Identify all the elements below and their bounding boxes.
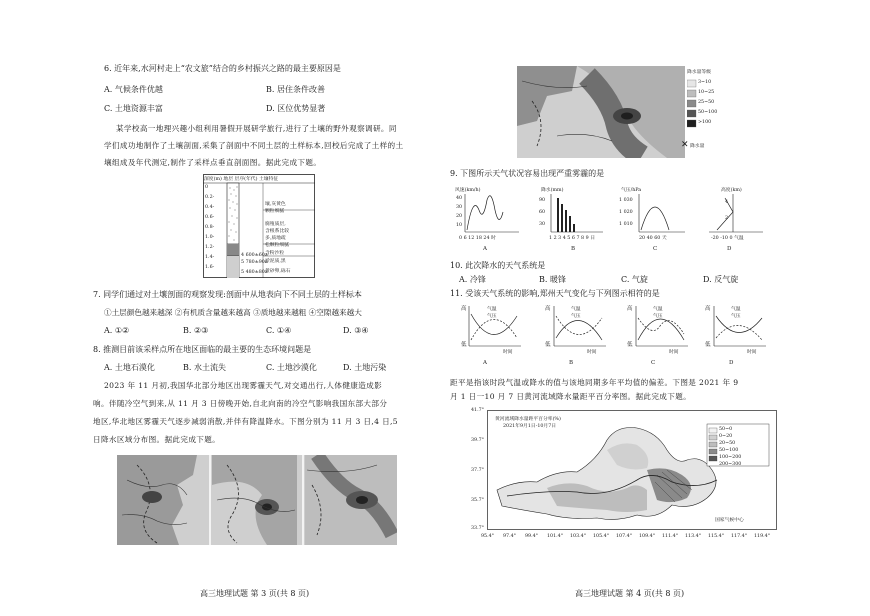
q9c-tick: 1 020 <box>619 210 633 215</box>
legend-item: 25~50 <box>698 100 715 105</box>
legend-item: 3~10 <box>698 80 712 85</box>
depth-tick: 0.6- <box>205 215 215 220</box>
q11d-curve-temp: 气温 <box>731 307 741 312</box>
q9b-tick: 60 <box>539 210 546 215</box>
map-legend-item: 200~300 <box>719 462 742 467</box>
legend-item: >100 <box>698 120 712 125</box>
map-xtick: 109.4° <box>639 534 656 539</box>
age-label: 5 780±90a <box>241 260 268 265</box>
q9d-xticks: -20 -10 0 气温 <box>711 236 744 241</box>
depth-tick: 1.6- <box>205 265 215 270</box>
q11-option-b[interactable]: B <box>569 360 574 366</box>
soil-feature: 含根系比较 <box>265 229 289 234</box>
q8-option-d[interactable]: D. 土地污染 <box>343 363 387 372</box>
map-xtick: 107.4° <box>616 534 633 539</box>
map-ytick: 37.7° <box>471 468 485 473</box>
q9a-tick: 10 <box>456 223 463 228</box>
q9-option-b[interactable]: B <box>571 246 576 252</box>
q7-option-c[interactable]: C. ①④ <box>266 326 292 335</box>
q11-option-c[interactable]: C <box>651 360 656 366</box>
map-ytick: 33.7° <box>471 526 485 531</box>
map-legend-item: 100~200 <box>719 455 742 460</box>
q9-stem: 9. 下图所示天气状况容易出现严重雾霾的是 <box>450 169 605 178</box>
map-xtick: 99.4° <box>525 534 539 539</box>
depth-tick: 0 <box>205 185 209 190</box>
q9-option-c[interactable]: C <box>653 246 658 252</box>
map-xtick: 103.4° <box>570 534 587 539</box>
q7-option-a[interactable]: A. ①② <box>104 326 130 335</box>
map-xtick: 101.4° <box>547 534 564 539</box>
q11a-top: 高 <box>461 306 467 312</box>
map-title: 黄河流域降水量距平百分率(%) <box>495 417 561 422</box>
map-xtick: 113.4° <box>685 534 702 539</box>
depth-tick: 0.8- <box>205 225 215 230</box>
soil-feature: 颗粒细腻 <box>265 209 285 214</box>
passage-haze-line3: 地区,华北地区雾霾天气逐步减弱消散,并伴有降温降水。下图分别为 11 月 3 日,4 日,5 <box>93 417 398 426</box>
map-legend-item: 50~0 <box>719 427 733 432</box>
q9-option-a[interactable]: A <box>483 246 487 252</box>
q6-option-c[interactable]: C. 土地资源丰富 <box>104 104 163 113</box>
q9c-tick: 1 010 <box>619 222 633 227</box>
q10-option-c[interactable]: C. 气旋 <box>621 275 648 284</box>
q9d-ylabel: 高度(km) <box>721 188 742 193</box>
q11a-axis: 时间 <box>503 350 513 355</box>
q11b-top: 高 <box>545 306 551 312</box>
passage-anomaly-line2: 月 1 日一10 月 7 日黄河流域降水量距平百分率图。据此完成下题。 <box>450 392 692 401</box>
q11-option-a[interactable]: A <box>483 360 487 366</box>
depth-tick: 0.4- <box>205 205 215 210</box>
q9d-tick: 2 <box>725 216 729 221</box>
q11-stem: 11. 受该天气系统的影响,郑州天气变化与下列图示相符的是 <box>450 289 660 298</box>
q11a-curve-pressure: 气压 <box>487 314 497 319</box>
q9a-ylabel: 风速(km/h) <box>455 188 481 193</box>
q6-option-d[interactable]: D. 区位优势显著 <box>266 104 326 113</box>
map-xtick: 117.4° <box>731 534 748 539</box>
passage-haze-line1: 2023 年 11 月初,我国华北部分地区出现雾霾天气,对交通出行,人体健康造成影 <box>104 381 383 390</box>
soil-feature: 含粉沙粒 <box>265 251 285 256</box>
legend-extra: 降水量 <box>690 144 705 149</box>
map-xtick: 111.4° <box>662 534 679 539</box>
passage-haze-line4: 日降水区域分布图。据此完成下题。 <box>93 435 221 444</box>
q9a-tick: 20 <box>456 214 463 219</box>
map-note: 国家气候中心 <box>715 518 744 523</box>
q9c-tick: 1 030 <box>619 198 633 203</box>
q11d-bottom: 低 <box>705 342 711 348</box>
q9c-ylabel: 气压/hPa <box>621 188 642 193</box>
q9a-xticks: 0 6 12 18 24 时 <box>459 236 496 241</box>
q7-stem: 7. 同学们通过对土壤剖面的观察发现:剖面中从地表向下不同土层的土样标本 <box>93 290 362 299</box>
q11d-curve-pressure: 气压 <box>731 314 741 319</box>
right-page <box>435 0 870 616</box>
q11d-top: 高 <box>705 306 711 312</box>
map-xtick: 97.4° <box>503 534 517 539</box>
soil-feature: 黄砂卵,砾石 <box>265 269 291 274</box>
legend-title: 降水量等级 <box>687 70 711 75</box>
q6-option-b[interactable]: B. 居住条件改善 <box>266 85 325 94</box>
map-legend-item: 20~50 <box>719 441 736 446</box>
q6-stem: 6. 近年来,水河村走上“农文旅”结合的乡村振兴之路的最主要原因是 <box>104 64 341 73</box>
close-icon: ✕ <box>681 140 689 150</box>
q11b-curve-temp: 气温 <box>571 307 581 312</box>
page-4-footer: 高三地理试题 第 4 页(共 8 页) <box>575 589 685 598</box>
q9a-tick: 30 <box>456 205 463 210</box>
q11c-axis: 时间 <box>669 350 679 355</box>
depth-tick: 1.0- <box>205 235 215 240</box>
q6-option-a[interactable]: A. 气候条件优越 <box>104 85 163 94</box>
q9b-tick: 30 <box>539 222 546 227</box>
q11d-axis: 时间 <box>747 350 757 355</box>
soil-feature: 松颗粒细腻 <box>265 243 289 248</box>
q11c-top: 高 <box>627 306 633 312</box>
soil-feature: 壤,灰黄色 <box>265 202 286 207</box>
q8-option-a[interactable]: A. 土地石漠化 <box>104 363 155 372</box>
q9-option-d[interactable]: D <box>727 246 732 252</box>
passage-anomaly-line1: 距平是指该时段气温或降水的值与该地同期多年平均值的偏差。下图是 2021 年 9 <box>450 378 739 387</box>
q10-option-d[interactable]: D. 反气旋 <box>703 275 739 284</box>
map-ytick: 39.7° <box>471 438 485 443</box>
q11a-curve-temp: 气温 <box>487 307 497 312</box>
map-ytick: 35.7° <box>471 498 485 503</box>
map-xtick: 105.4° <box>593 534 610 539</box>
age-label: 5 480±80a <box>241 270 268 275</box>
passage-soil-line3: 壤组成及年代测定,制作了采样点垂直剖面图。据此完成下题。 <box>104 158 322 167</box>
q9b-ylabel: 降水(mm) <box>541 188 564 193</box>
map-xtick: 115.4° <box>708 534 725 539</box>
q11c-curve-pressure: 气压 <box>653 314 663 319</box>
map-subtitle: 2021年9月1日-10月7日 <box>503 424 557 429</box>
q10-option-b[interactable]: B. 暖锋 <box>539 275 566 284</box>
q7-option-d[interactable]: D. ③④ <box>343 326 369 335</box>
q11c-curve-temp: 气温 <box>653 307 663 312</box>
map-legend-item: 50~100 <box>719 448 739 453</box>
depth-tick: 1.4- <box>205 255 215 260</box>
passage-haze-line2: 响。伴随冷空气到来,从 11 月 3 日傍晚开始,自北向南的冷空气影响我国东部大部分 <box>93 399 388 408</box>
map-xtick: 119.4° <box>754 534 771 539</box>
q9d-tick: 4 <box>725 200 729 205</box>
depth-tick: 0.2- <box>205 195 215 200</box>
map-xtick: 95.4° <box>481 534 495 539</box>
q8-option-c[interactable]: C. 土地沙漠化 <box>266 363 317 372</box>
age-label: 4 600±60a <box>241 253 268 258</box>
legend-item: 50~100 <box>698 110 718 115</box>
soil-feature: 腐殖质层, <box>265 222 286 227</box>
q11b-curve-pressure: 气压 <box>571 314 581 319</box>
q9b-xticks: 1 2 3 4 5 6 7 8 9 日 <box>549 236 595 241</box>
q10-option-a[interactable]: A. 冷锋 <box>459 275 486 284</box>
q9b-tick: 90 <box>539 198 546 203</box>
q11c-bottom: 低 <box>627 342 633 348</box>
page-3-footer: 高三地理试题 第 3 页(共 8 页) <box>200 589 310 598</box>
q11-option-d[interactable]: D <box>729 360 734 366</box>
soil-header: 深度(m) 地层 层序(年代) 土壤特征 <box>204 177 279 182</box>
q8-option-b[interactable]: B. 水土流失 <box>183 363 226 372</box>
map-ytick: 41.7° <box>471 408 485 413</box>
soil-feature: 淤泥质,黑 <box>265 259 286 264</box>
passage-soil-line2: 学们成功地制作了土壤剖面,采集了剖面中不同土层的土样标本,回校后完成了土样的土 <box>104 141 404 150</box>
q11b-axis: 时间 <box>587 350 597 355</box>
q11a-bottom: 低 <box>461 342 467 348</box>
soil-feature: 多,质地疏 <box>265 236 286 241</box>
q9a-tick: 40 <box>456 196 463 201</box>
q8-stem: 8. 推测目前该采样点所在地区面临的最主要的生态环境问题是 <box>93 345 312 354</box>
depth-tick: 1.2- <box>205 245 215 250</box>
q11b-bottom: 低 <box>545 342 551 348</box>
q7-items: ①土层颜色越来越深 ②有机质含量越来越高 ③质地越来越粗 ④空隙越来越大 <box>104 308 362 317</box>
q7-option-b[interactable]: B. ②③ <box>183 326 209 335</box>
q9c-xticks: 20 40 60 天 <box>639 236 667 241</box>
legend-item: 10~25 <box>698 90 715 95</box>
passage-soil-line1: 某学校高一地理兴趣小组利用暑假开展研学旅行,进行了土壤的野外观察调研。同 <box>116 124 397 133</box>
q10-stem: 10. 此次降水的天气系统是 <box>450 261 546 270</box>
map-legend-item: 0~20 <box>719 434 733 439</box>
